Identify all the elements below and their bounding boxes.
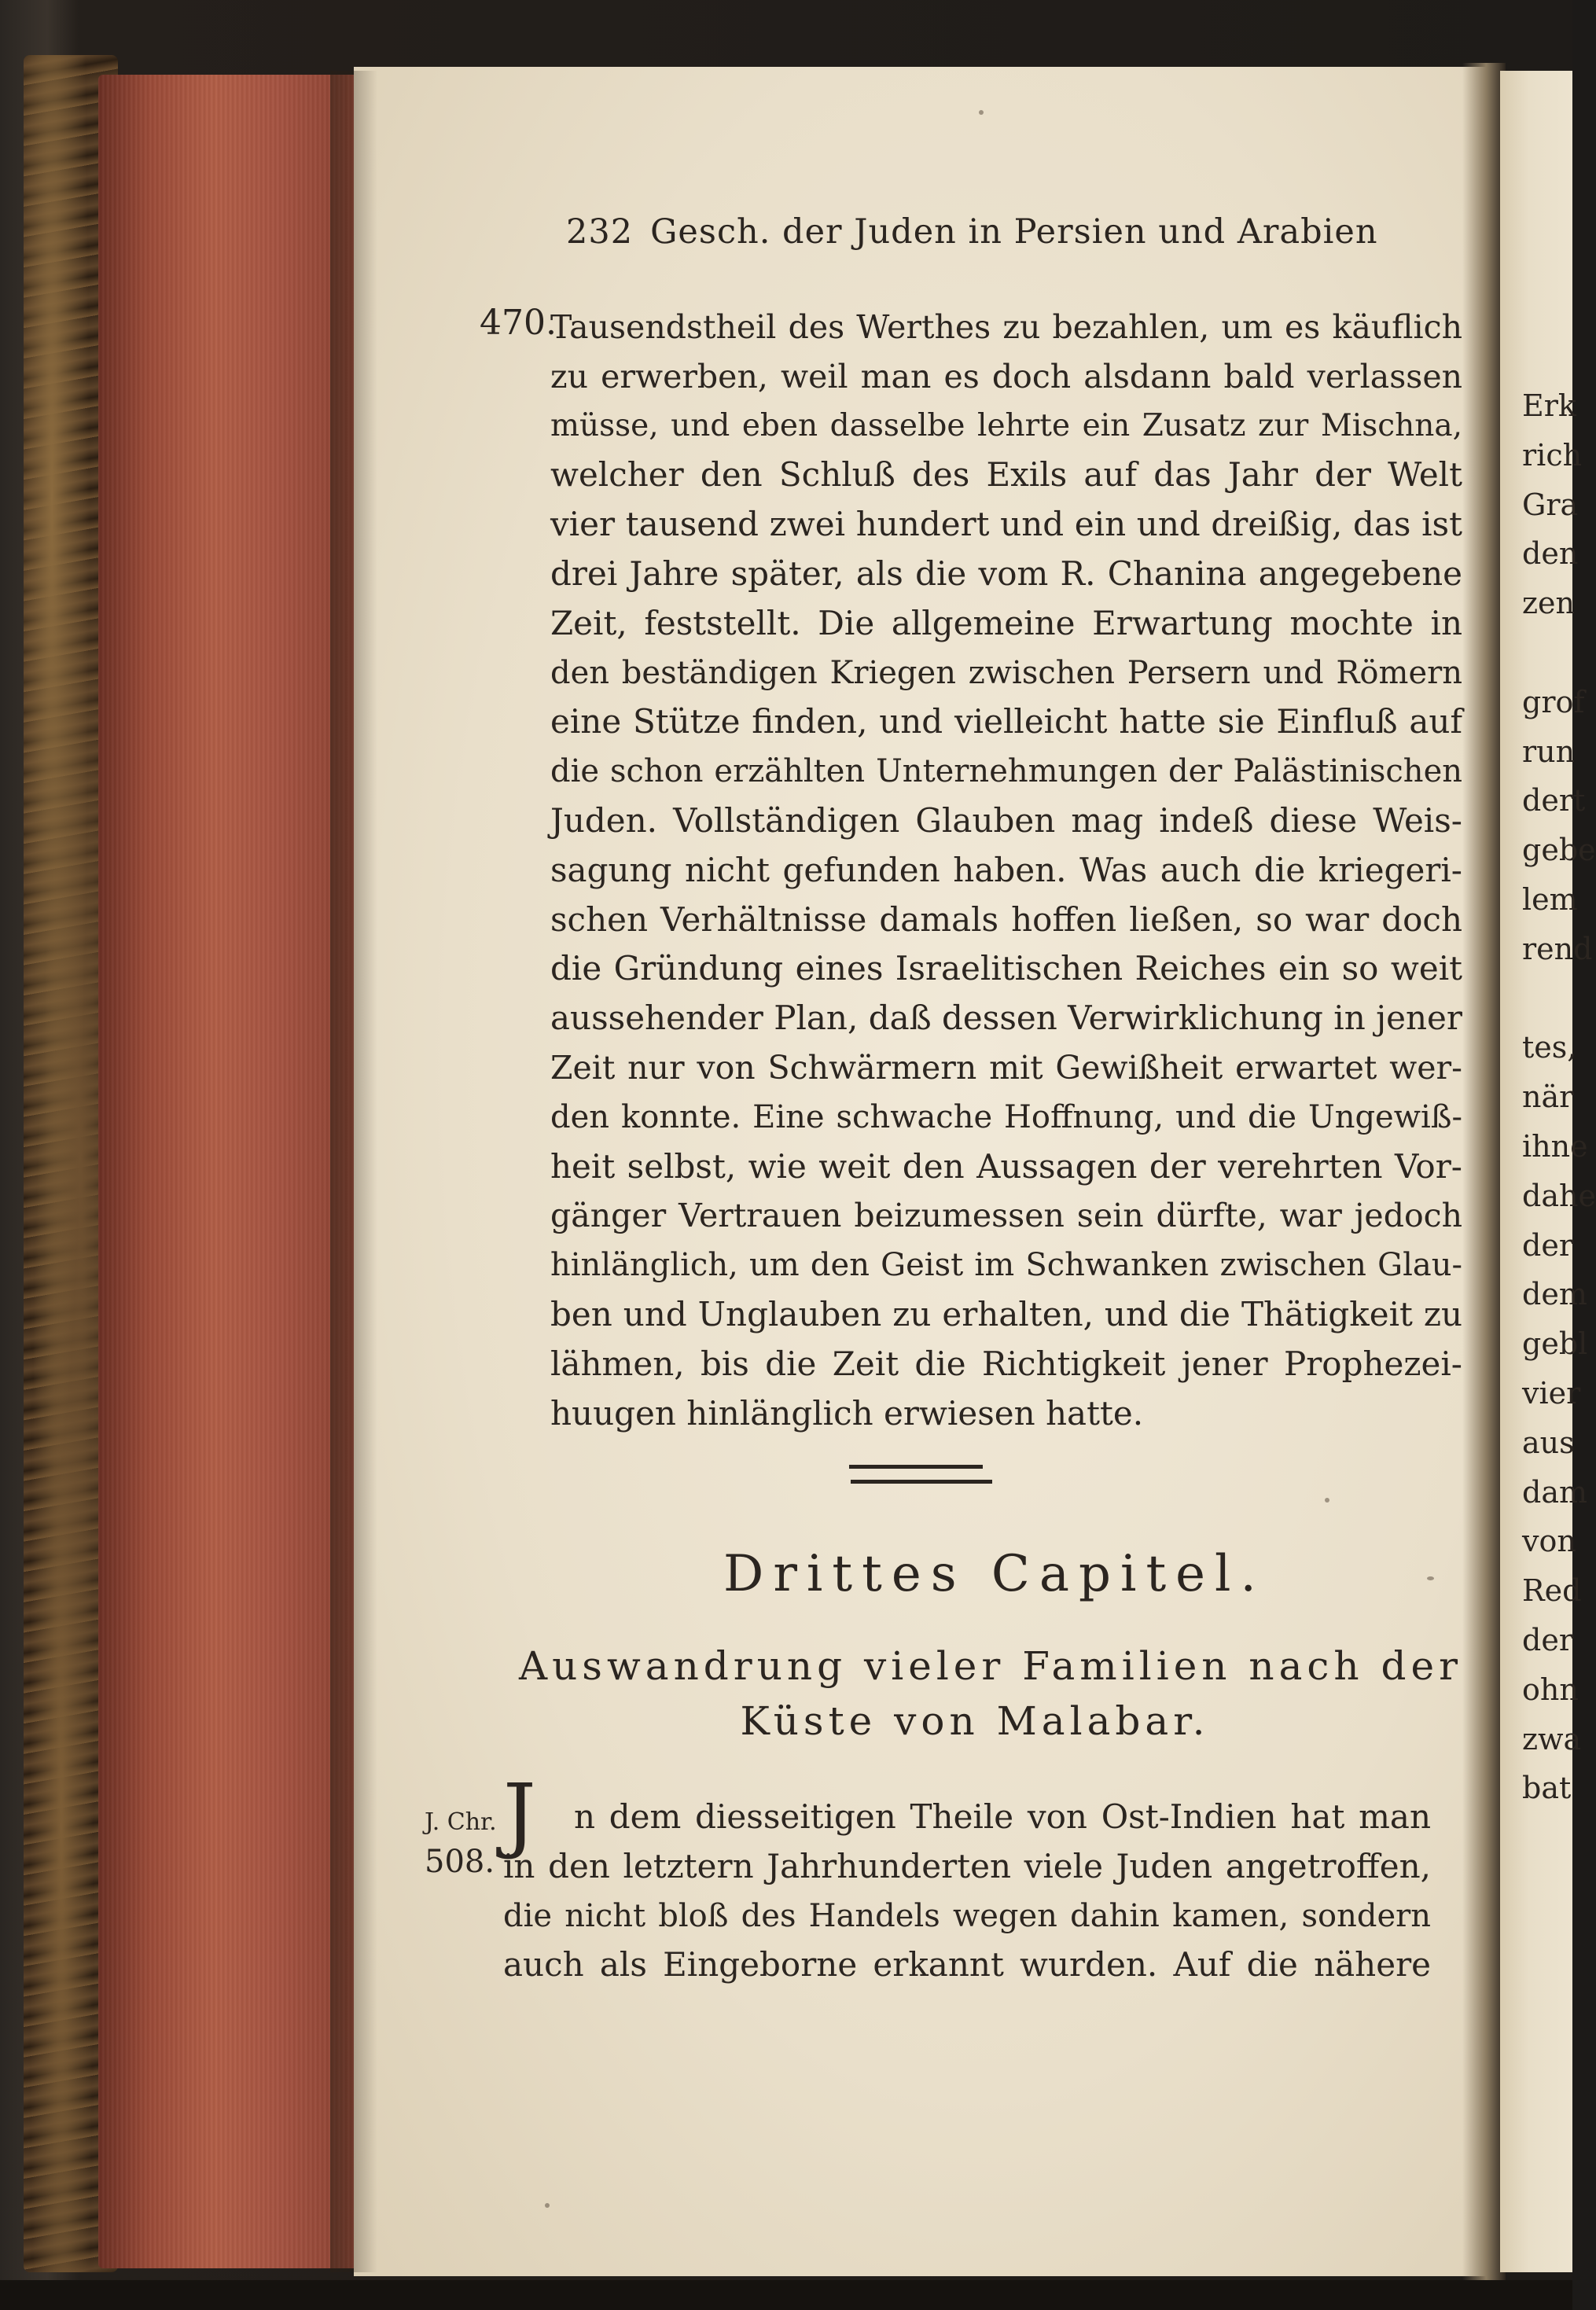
facing-text-fragment: vier [1522, 1375, 1581, 1411]
facing-text-fragment: der [1522, 1227, 1573, 1263]
facing-text-fragment: lem [1522, 881, 1578, 917]
paragraph-text [503, 1793, 1431, 1990]
margin-year: 470. [480, 303, 557, 343]
text-line: die nicht bloß des Handels wegen dahin kamen, sondern [503, 1897, 1431, 1934]
facing-text-fragment: von [1522, 1524, 1576, 1559]
drop-cap: J [503, 1766, 536, 1862]
facing-text-fragment: tes, [1522, 1030, 1577, 1065]
facing-text-fragment: der [1522, 1622, 1573, 1657]
running-head [566, 212, 1392, 252]
facing-text-fragment: run [1522, 734, 1576, 769]
facing-text-fragment: aus [1522, 1425, 1575, 1460]
section-separator [849, 1458, 1124, 1465]
page-edges [98, 75, 358, 2268]
text-line: Zeit nur von Schwärmern mit Gewißheit erwartet wer- [550, 1048, 1462, 1087]
text-line: drei Jahre später, als die vom R. Chanina angegebene [550, 554, 1462, 593]
text-line: Juden. Vollständigen Glauben mag indeß diese Weis- [550, 800, 1462, 840]
text-line: in den letztern Jahrhunderten viele Juden angetroffen, [503, 1846, 1431, 1885]
page-shadow [330, 71, 377, 2272]
facing-text-fragment: den [1522, 536, 1579, 572]
text-line: auch als Eingeborne erkannt wurden. Auf die nähere [503, 1945, 1431, 1984]
text-line: eine Stütze finden, und vielleicht hatte sie Einfluß auf [550, 702, 1462, 741]
facing-text-fragment: när [1522, 1080, 1574, 1115]
page-number: 232 [566, 212, 634, 252]
chapter-subtitle: Auswandrung vieler Familien nach der [519, 1643, 1462, 1689]
book-gutter [1462, 63, 1506, 2280]
facing-text-fragment [1522, 974, 1596, 1024]
text-line: sagung nicht gefunden haben. Was auch die kriegeri- [550, 850, 1462, 889]
facing-text-fragment: Gra [1522, 487, 1579, 522]
facing-page [1500, 71, 1596, 2272]
text-line: die Gründung eines Israelitischen Reiches ein so weit [550, 949, 1462, 988]
text-line: lähmen, bis die Zeit die Richtigkeit jener Prophezei- [550, 1344, 1462, 1383]
facing-text-fragment: ohn [1522, 1672, 1579, 1707]
text-line: hinlänglich, um den Geist im Schwanken zwischen Glau- [550, 1247, 1462, 1284]
facing-text-fragment: dert [1522, 783, 1586, 818]
text-line: die schon erzählten Unternehmungen der Palästinischen [550, 753, 1462, 790]
text-line: ben und Unglauben zu erhalten, und die Thätigkeit zu [550, 1294, 1462, 1333]
running-title: Gesch. der Juden in Persien und Arabien [650, 212, 1378, 252]
facing-text-fragment [1522, 628, 1596, 678]
text-line: n dem diesseitigen Theile von Ost-Indien hat man [574, 1797, 1431, 1836]
text-line: heit selbst, wie weit den Aussagen der verehrten Vor- [550, 1146, 1462, 1186]
bottom-edge [0, 2280, 1572, 2310]
paper-speck [1325, 1498, 1329, 1503]
text-line: Tausendstheil des Werthes zu bezahlen, um es käuflich [550, 308, 1462, 346]
text-line: vier tausend zwei hundert und ein und dreißig, das ist [550, 505, 1462, 544]
text-line: Zeit, feststellt. Die allgemeine Erwartung mochte in [550, 603, 1462, 642]
facing-page-text [1522, 381, 1596, 1813]
facing-text-fragment: gebl [1522, 1326, 1588, 1362]
facing-text-fragment: Red [1522, 1573, 1582, 1609]
facing-text-fragment: gebe [1522, 833, 1596, 868]
facing-text-fragment: grof [1522, 684, 1585, 719]
text-line: welcher den Schluß des Exils auf das Jahr der Welt [550, 455, 1462, 495]
text-line: aussehender Plan, daß dessen Verwirklichung in jener [550, 999, 1462, 1038]
text-line: schen Verhältnisse damals hoffen ließen, so war doch [550, 899, 1462, 939]
chapter-title: Drittes Capitel. [723, 1545, 1266, 1603]
facing-text-fragment: Erk [1522, 388, 1576, 423]
facing-text-fragment: dem [1522, 1277, 1587, 1312]
chapter-subtitle: Küste von Malabar. [740, 1698, 1210, 1744]
paper-speck [979, 110, 984, 115]
facing-text-fragment: zen [1522, 586, 1575, 621]
margin-era-label: J. Chr. [425, 1808, 497, 1836]
facing-text-fragment: ihne [1522, 1128, 1588, 1164]
body-text [550, 303, 1462, 1438]
facing-text-fragment: rend [1522, 931, 1593, 966]
facing-text-fragment: dahe [1522, 1178, 1596, 1213]
text-line: müsse, und eben dasselbe lehrte ein Zusatz zur Mischna, [550, 407, 1462, 443]
text-line: zu erwerben, weil man es doch alsdann bald verlassen [550, 357, 1462, 395]
facing-text-fragment: bat [1522, 1771, 1572, 1806]
text-line: den beständigen Kriegen zwischen Persern und Römern [550, 654, 1462, 691]
facing-text-fragment: zwa [1522, 1721, 1582, 1756]
text-line: den konnte. Eine schwache Hoffnung, und die Ungewiß- [550, 1098, 1462, 1135]
text-line: huugen hinlänglich erwiesen hatte. [550, 1393, 1144, 1433]
paper-speck [1427, 1576, 1434, 1580]
text-line: gänger Vertrauen beizumessen sein dürfte, war jedoch [550, 1197, 1462, 1235]
facing-text-fragment: rich [1522, 437, 1583, 473]
margin-year: 508. [425, 1844, 495, 1880]
facing-text-fragment: dam [1522, 1474, 1588, 1510]
paper-speck [545, 2203, 550, 2208]
